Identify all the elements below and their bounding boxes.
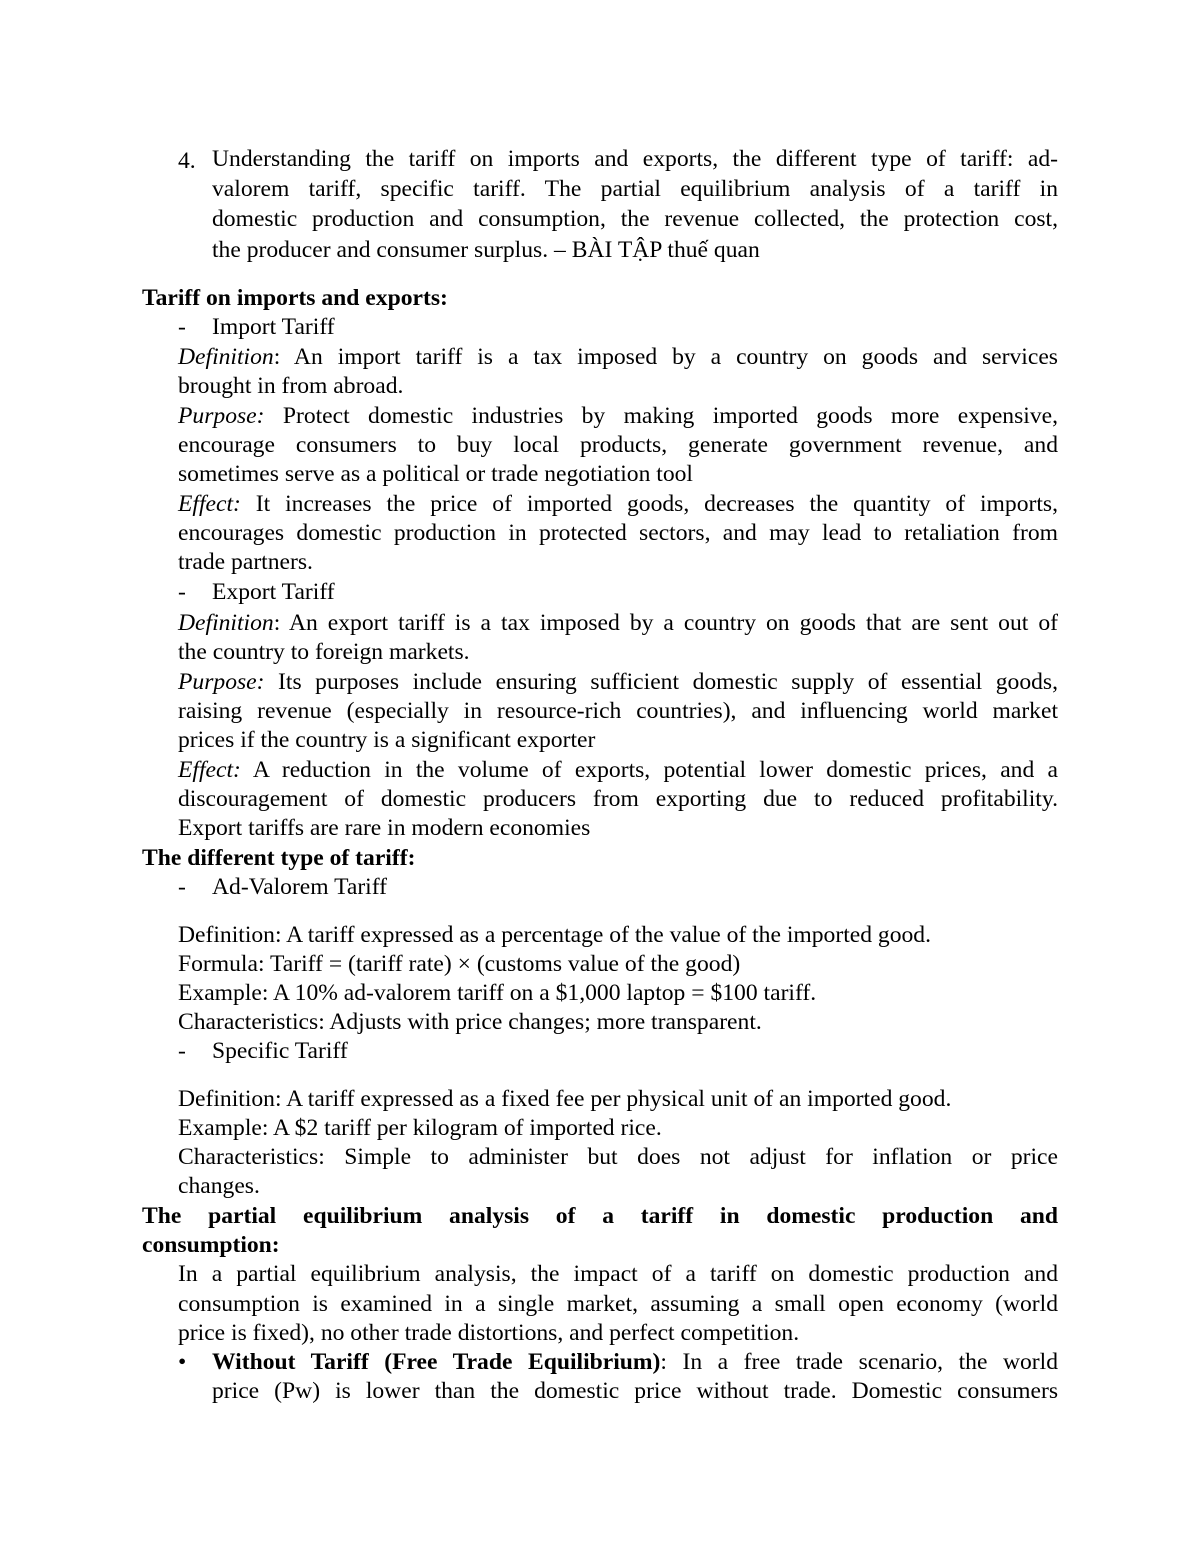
text-line: Definition: A tariff expressed as a percentage of the value of the imported good. — [178, 922, 932, 948]
purpose-line: Purpose: Protect domestic industries by making imported goods more expensive, — [178, 403, 1058, 429]
text-line: Characteristics: Adjusts with price changes; more transparent. — [178, 1009, 762, 1035]
purpose-line: raising revenue (especially in resource-rich countries), and influencing world market — [178, 698, 1058, 724]
text-line: Characteristics: Simple to administer but does not adjust for inflation or price — [178, 1144, 1058, 1170]
subsection-title: Ad-Valorem Tariff — [212, 874, 388, 900]
effect-label: Effect: — [178, 757, 241, 783]
section-heading: The partial equilibrium analysis of a tariff in domestic production and — [142, 1203, 1058, 1229]
effect-line: trade partners. — [178, 549, 313, 575]
dash-marker: - — [178, 874, 186, 900]
bullet-label: Without Tariff (Free Trade Equilibrium) — [212, 1349, 661, 1375]
purpose-label: Purpose: — [178, 403, 265, 429]
dash-marker: - — [178, 1038, 186, 1064]
effect-line: Effect: It increases the price of imported goods, decreases the quantity of imports, — [178, 491, 1058, 517]
text-line: Example: A 10% ad-valorem tariff on a $1,000 laptop = $100 tariff. — [178, 980, 817, 1006]
section-heading: consumption: — [142, 1232, 280, 1258]
definition-line: Definition: An export tariff is a tax imposed by a country on goods that are sent out of — [178, 610, 1058, 636]
text-line: Example: A $2 tariff per kilogram of imported rice. — [178, 1115, 662, 1141]
section-heading: Tariff on imports and exports: — [142, 285, 448, 311]
bullet-line: price (Pw) is lower than the domestic price without trade. Domestic consumers — [212, 1378, 1058, 1404]
text-line: changes. — [178, 1173, 260, 1199]
definition-label: Definition — [178, 344, 274, 370]
purpose-line: prices if the country is a significant exporter — [178, 727, 596, 753]
definition-line: the country to foreign markets. — [178, 639, 470, 665]
text-line: Definition: A tariff expressed as a fixed fee per physical unit of an imported good. — [178, 1086, 952, 1112]
dash-marker: - — [178, 314, 186, 340]
purpose-label: Purpose: — [178, 669, 265, 695]
dash-marker: - — [178, 579, 186, 605]
effect-line: encourages domestic production in protected sectors, and may lead to retaliation from — [178, 520, 1058, 546]
paragraph-line: price is fixed), no other trade distortions, and perfect competition. — [178, 1320, 800, 1346]
purpose-line: Purpose: Its purposes include ensuring sufficient domestic supply of essential goods, — [178, 669, 1058, 695]
item4-line: domestic production and consumption, the revenue collected, the protection cost, — [212, 206, 1058, 232]
subsection-title: Specific Tariff — [212, 1038, 348, 1064]
paragraph-line: In a partial equilibrium analysis, the impact of a tariff on domestic production and — [178, 1261, 1058, 1287]
definition-line: Definition: An import tariff is a tax imposed by a country on goods and services — [178, 344, 1058, 370]
subsection-title: Export Tariff — [212, 579, 335, 605]
list-number: 4. — [178, 148, 196, 174]
purpose-line: encourage consumers to buy local products, generate government revenue, and — [178, 432, 1058, 458]
text-line: Formula: Tariff = (tariff rate) × (customs value of the good) — [178, 951, 741, 977]
item4-line: valorem tariff, specific tariff. The partial equilibrium analysis of a tariff in — [212, 176, 1058, 202]
item4-line: Understanding the tariff on imports and exports, the different type of tariff: ad- — [212, 146, 1058, 172]
bullet-line: Without Tariff (Free Trade Equilibrium): In a free trade scenario, the world — [212, 1349, 1059, 1375]
section-heading: The different type of tariff: — [142, 845, 416, 871]
definition-label: Definition — [178, 610, 274, 636]
paragraph-line: consumption is examined in a single market, assuming a small open economy (world — [178, 1291, 1058, 1317]
subsection-title: Import Tariff — [212, 314, 335, 340]
effect-line: Effect: A reduction in the volume of exports, potential lower domestic prices, and a — [178, 757, 1058, 783]
definition-line: brought in from abroad. — [178, 373, 404, 399]
effect-line: Export tariffs are rare in modern economies — [178, 815, 591, 841]
item4-line: the producer and consumer surplus. – BÀI TẬP thuế quan — [212, 237, 760, 263]
bullet-marker: • — [178, 1349, 187, 1375]
purpose-line: sometimes serve as a political or trade negotiation tool — [178, 461, 693, 487]
effect-label: Effect: — [178, 491, 241, 517]
effect-line: discouragement of domestic producers from exporting due to reduced profitability. — [178, 786, 1058, 812]
